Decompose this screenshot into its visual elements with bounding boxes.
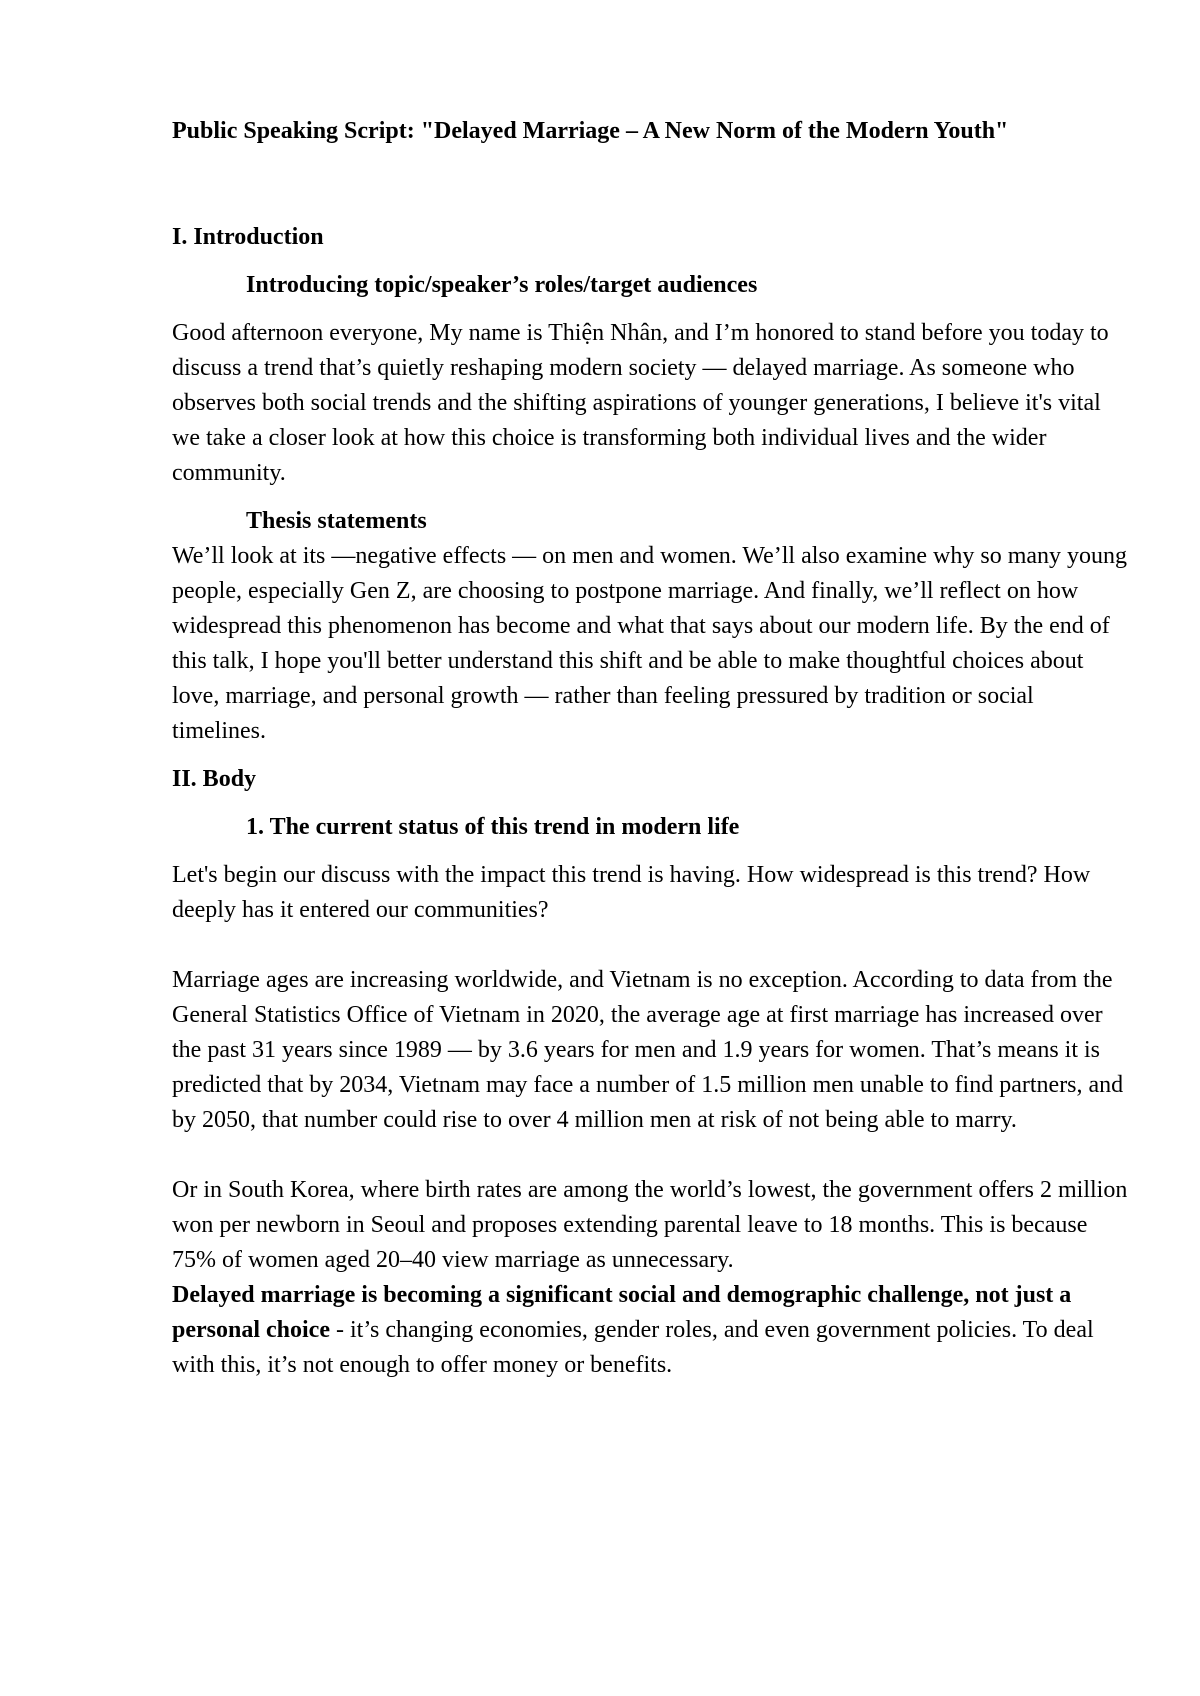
statement-continuation: - it’s changing economies, gender roles, and even government policies. To deal with this, it’s not enough to offer money or benefits. [172, 1317, 1094, 1378]
bold-statement: Delayed marriage is becoming a significant social and demographic challenge, not just a personal choice [172, 1282, 1072, 1343]
thesis-paragraph: We’ll look at its —negative effects — on men and women. We’ll also examine why so many young people, especially Gen Z, are choosing to postpone marriage. And finally, we’ll reflect on how widespread this phenomenon has become and what that says about our modern life. By the end of this talk, I hope you'll better understand this shift and be able to make thoughtful choices about love, marriage, and personal growth — rather than feeling pressured by tradition or social timelines. [172, 543, 1128, 744]
body-paragraph-vietnam: Marriage ages are increasing worldwide, and Vietnam is no exception. According to data from the General Statistics Office of Vietnam in 2020, the average age at first marriage has increased over the past 31 years since 1989 — by 3.6 years for men and 1.9 years for women. That’s means it is predicted that by 2034, Vietnam may face a number of 1.5 million men unable to find partners, and by 2050, that number could rise to over 4 million men at risk of not being able to marry. [172, 967, 1124, 1133]
subheading-introducing-topic: Introducing topic/speaker’s roles/target audiences [246, 272, 758, 298]
section-heading-body: II. Body [172, 766, 257, 792]
body-paragraph-conclusion [172, 1278, 1132, 1383]
subheading-thesis-statements: Thesis statements [246, 508, 427, 534]
document-title: Public Speaking Script: "Delayed Marriage – A New Norm of the Modern Youth" [172, 118, 1009, 144]
section-heading-introduction: I. Introduction [172, 224, 324, 250]
body-paragraph-impact: Let's begin our discuss with the impact this trend is having. How widespread is this trend? How deeply has it entered our communities? [172, 862, 1091, 923]
intro-paragraph: Good afternoon everyone, My name is Thiện Nhân, and I’m honored to stand before you today to discuss a trend that’s quietly reshaping modern society — delayed marriage. As someone who observes both social trends and the shifting aspirations of younger generations, I believe it's vital we take a closer look at how this choice is transforming both individual lives and the wider community. [172, 320, 1109, 486]
document-content [172, 114, 1132, 1383]
spacer [172, 149, 1132, 220]
subheading-current-status: 1. The current status of this trend in modern life [246, 814, 740, 840]
body-paragraph-korea: Or in South Korea, where birth rates are among the world’s lowest, the government offers 2 million won per newborn in Seoul and proposes extending parental leave to 18 months. This is because 75% of women aged 20–40 view marriage as unnecessary. [172, 1177, 1128, 1273]
